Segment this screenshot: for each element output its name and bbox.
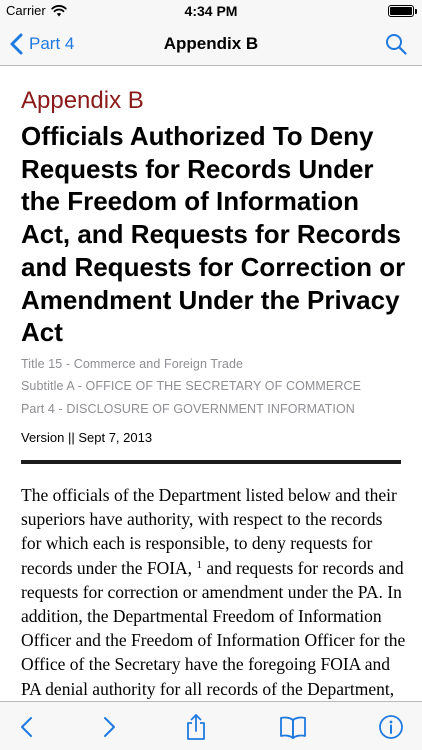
meta-part: Part 4 - DISCLOSURE OF GOVERNMENT INFORMATION bbox=[21, 402, 355, 416]
meta-title: Title 15 - Commerce and Foreign Trade bbox=[21, 357, 244, 371]
info-icon[interactable] bbox=[376, 712, 406, 742]
section-divider bbox=[21, 460, 401, 464]
back-button-label: Part 4 bbox=[29, 34, 75, 53]
share-icon[interactable] bbox=[181, 712, 211, 742]
document-label: Appendix B bbox=[21, 87, 144, 114]
footnote-link[interactable]: 1 bbox=[196, 558, 202, 571]
search-icon[interactable] bbox=[384, 32, 408, 56]
status-bar bbox=[0, 0, 422, 22]
book-icon[interactable] bbox=[278, 712, 308, 742]
version-label: Version || Sept 7, 2013 bbox=[21, 430, 153, 445]
status-time: 4:34 PM bbox=[184, 3, 238, 19]
meta-subtitle: Subtitle A - OFFICE OF THE SECRETARY OF COMMERCE bbox=[21, 379, 362, 393]
document-title: Officials Authorized To Deny Requests for Records Under the Freedom of Information Act, and Requests for Records and Requests for Correction or Amendment Under the Privacy Act bbox=[21, 121, 406, 348]
bottom-toolbar bbox=[0, 701, 422, 750]
battery-tip bbox=[415, 9, 417, 14]
navigation-bar bbox=[0, 22, 422, 66]
battery-icon bbox=[388, 5, 414, 17]
chevron-right-icon[interactable] bbox=[94, 712, 124, 742]
body-text-part-1: The officials of the Department listed below and their superiors have authority, with respect to the records for which each is responsible, to deny requests for records under the FOIA, bbox=[21, 485, 397, 578]
chevron-left-icon[interactable] bbox=[12, 712, 42, 742]
body-paragraph bbox=[21, 483, 406, 725]
body-text-part-2: and requests for records and requests for correction or amendment under the PA. In addition, the Departmental Freedom of Information Officer and the Freedom of Information Officer for the Office of the Secretary have the foregoing FOIA and PA denial authority for all records of the Department, bbox=[21, 557, 406, 699]
carrier-label: Carrier bbox=[6, 3, 46, 18]
document-content[interactable] bbox=[0, 67, 422, 701]
page-title: Appendix B bbox=[163, 34, 259, 53]
